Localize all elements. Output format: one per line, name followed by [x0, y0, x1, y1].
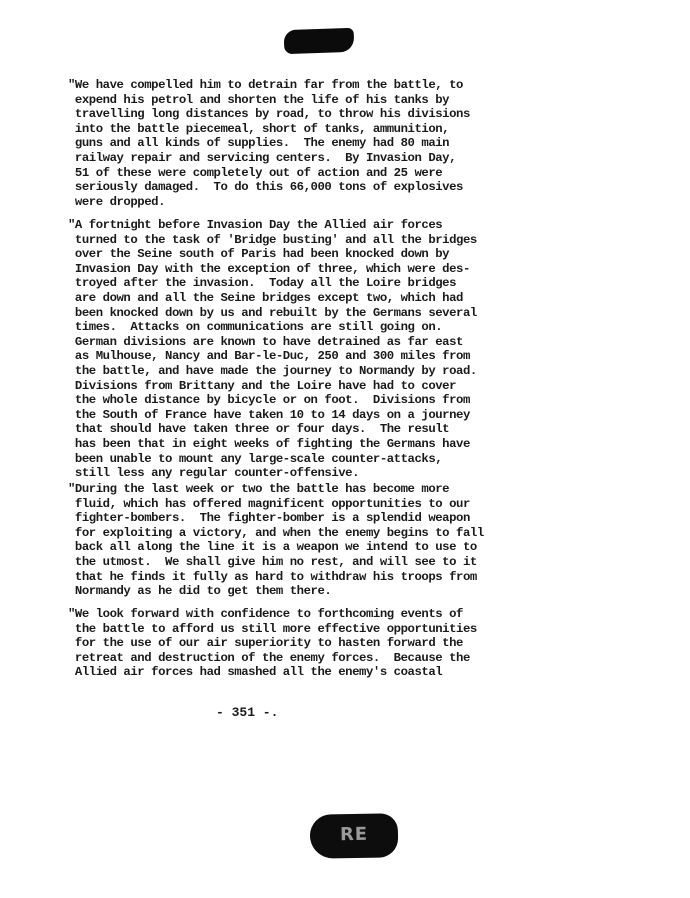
paragraph-air-superiority: "We look forward with confidence to forthcoming events of the battle to afford us still more effective opportunities for the use of our air superiority to hasten forward the retreat and destruction of the enemy forces. Because the Allied air forces had smashed all the enemy's coastal [68, 607, 477, 680]
redaction-mark [284, 28, 355, 54]
paragraph-fighter-bombers: "During the last week or two the battle has become more fluid, which has offered magnificent opportunities to our fighter-bombers. The fighter-bomber is a splendid weapon for exploiting a victory, and when the enemy begins to fall back all along the line it is a weapon we intend to use to the utmost. We shall give him no rest, and will see to it that he finds it fully as hard to withdraw his troops from Normandy as he did to get them there. [68, 482, 484, 599]
classification-stamp [310, 813, 399, 859]
paragraph-railways: "We have compelled him to detrain far from the battle, to expend his petrol and shorten the life of his tanks by travelling long distances by road, to throw his divisions into the battle piecemeal, short of tanks, ammunition, guns and all kinds of supplies. The enemy had 80 main railway repair and servicing centers. By Invasion Day, 51 of these were completely out of action and 25 were seriously damaged. To do this 66,000 tons of explosives were dropped. [68, 78, 470, 209]
paragraph-bridge-busting: "A fortnight before Invasion Day the Allied air forces turned to the task of 'Bridge busting' and all the bridges over the Seine south of Paris had been knocked down by Invasion Day with the exception of three, which were des- troyed after the invasion. Today all the Loire bridges are down and all the Seine bridges except two, which had been knocked down by us and rebuilt by the Germans several times. Attacks on communications are still going on. German divisions are known to have detrained as far east as Mulhouse, Nancy and Bar-le-Duc, 250 and 300 miles from the battle, and have made the journey to Normandy by road. Divisions from Brittany and the Loire have had to cover the whole distance by bicycle or on foot. Divisions from the South of France have taken 10 to 14 days on a journey that should have taken three or four days. The result has been that in eight weeks of fighting the Germans have been unable to mount any large-scale counter-attacks, still less any regular counter-offensive. [68, 218, 477, 481]
page-number: - 351 -. [216, 705, 279, 720]
stamp-text: RE [339, 823, 369, 846]
